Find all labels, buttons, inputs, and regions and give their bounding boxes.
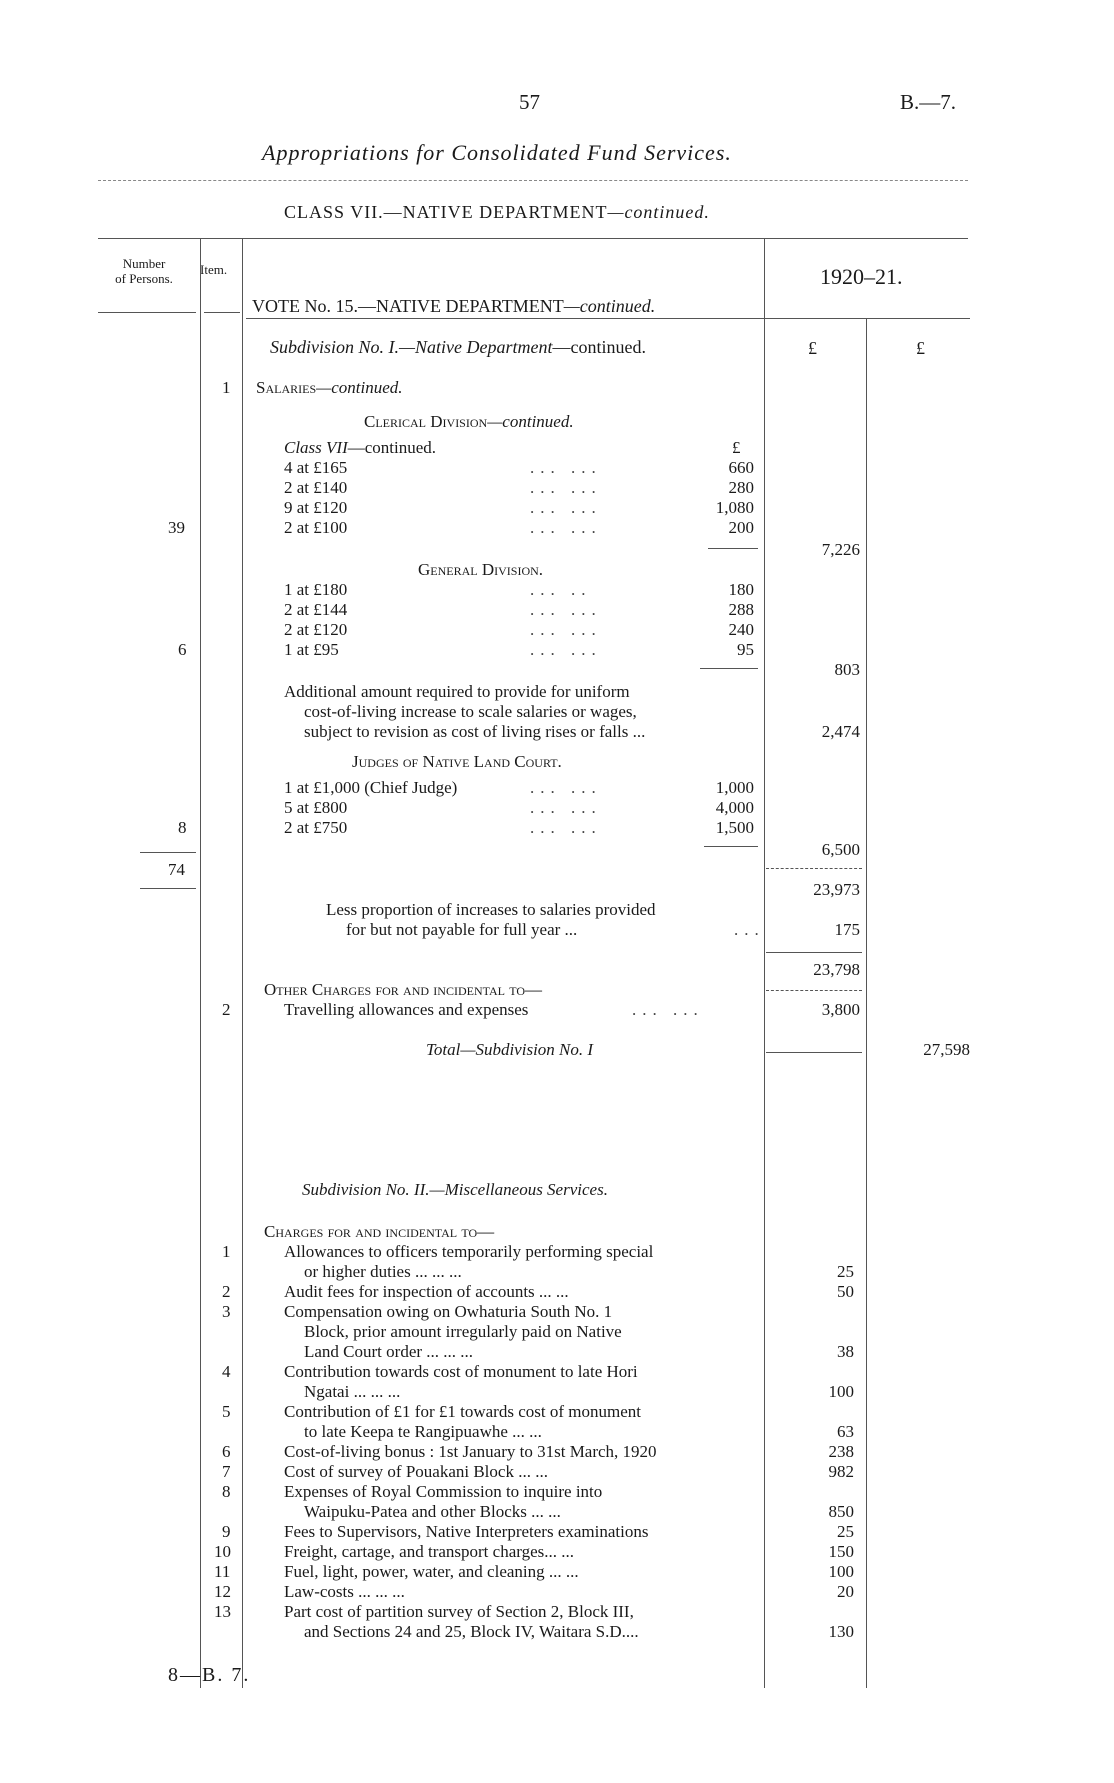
pound-sign-col1: £ [808,338,817,358]
pound-col-inner: £ [732,438,741,457]
misc-item-value: 63 [837,1422,854,1441]
general-row-value: 240 [728,620,754,639]
vote-heading [252,296,655,317]
persons-8: 8 [178,818,187,837]
travelling-label: Travelling allowances and expenses [284,1000,529,1019]
misc-item-line: Fees to Supervisors, Native Interpreters examinations [284,1522,649,1541]
year-header: 1920–21. [820,264,903,289]
subtotal-rule [766,868,862,869]
misc-item-line: Contribution towards cost of monument to late Hori [284,1362,638,1381]
general-row-dots: ... ... [530,620,602,639]
misc-item-number: 1 [222,1242,231,1261]
general-row-value: 95 [737,640,754,659]
table-top-rule [98,238,968,239]
misc-item-line: Expenses of Royal Commission to inquire into [284,1482,603,1501]
general-row-dots: ... .. [530,580,592,599]
general-row-label: 1 at £95 [284,640,339,659]
misc-item-line: Contribution of £1 for £1 towards cost of monument [284,1402,641,1421]
vote-cont: —continued. [563,296,656,316]
charges-heading: Charges for and incidental to— [264,1222,495,1241]
subtotal: 23,973 [813,880,860,899]
net-rule [766,952,862,953]
class-heading [284,202,710,223]
misc-item-line: to late Keepa te Rangipuawhe ... ... [304,1422,542,1441]
judges-row-label: 1 at £1,000 (Chief Judge) [284,778,458,797]
misc-item-line: or higher duties ... ... ... [304,1262,462,1281]
misc-item-number: 9 [222,1522,231,1541]
judges-row-dots: ... ... [530,818,602,837]
misc-item-value: 982 [828,1462,854,1481]
clerical-row-label: 9 at £120 [284,498,348,517]
clerical-row-value: 200 [728,518,754,537]
misc-item-value: 100 [828,1382,854,1401]
class-heading-cont: —continued. [607,202,710,222]
misc-item-number: 12 [214,1582,231,1601]
misc-item-number: 4 [222,1362,231,1381]
class7-heading [284,438,436,458]
page-number: 57 [519,90,540,114]
general-row-dots: ... ... [530,600,602,619]
misc-item-value: 20 [837,1582,854,1601]
misc-item-number: 6 [222,1442,231,1461]
header-rule-left [98,312,196,313]
misc-item-value: 50 [837,1282,854,1301]
misc-item-line: Ngatai ... ... ... [304,1382,401,1401]
clerical-text: Clerical Division [364,412,488,431]
misc-item-line: Land Court order ... ... ... [304,1342,474,1361]
other-charges-heading: Other Charges for and incidental to— [264,980,543,999]
class7-cont: —continued. [347,438,437,457]
judges-row-value: 1,000 [715,778,754,797]
less-line-2: for but not payable for full year ... [346,920,578,939]
clerical-row-value: 1,080 [715,498,754,517]
subdivision-1-title [270,337,646,358]
additional-line-2: cost-of-living increase to scale salaries or wages, [304,702,637,721]
vote-text: VOTE No. 15.—NATIVE DEPARTMENT [252,296,564,316]
misc-item-line: Cost-of-living bonus : 1st January to 31st March, 1920 [284,1442,657,1461]
less-line-1: Less proportion of increases to salaries provided [326,900,656,919]
salaries-cont: —continued. [316,378,403,397]
subdivision-1-total: 27,598 [923,1040,970,1059]
general-row-label: 1 at £180 [284,580,348,599]
misc-item-line: Audit fees for inspection of accounts ... ... [284,1282,569,1301]
clerical-row-value: 280 [728,478,754,497]
header-rule-vote [246,318,970,319]
class7-text: Class VII [284,438,348,457]
judges-heading: Judges of Native Land Court. [352,752,562,771]
judges-total: 6,500 [821,840,860,859]
general-sum-rule [700,668,758,669]
clerical-row-dots: ... ... [530,478,602,497]
clerical-row-label: 4 at £165 [284,458,348,477]
sub1-title-text: Subdivision No. I.—Native Department [270,337,553,357]
persons-6: 6 [178,640,187,659]
salaries-heading [256,378,403,398]
misc-item-number: 8 [222,1482,231,1501]
misc-item-number: 11 [214,1562,231,1581]
general-row-label: 2 at £144 [284,600,348,619]
additional-total: 2,474 [821,722,860,741]
rule-persons [200,238,201,1688]
misc-item-line: Compensation owing on Owhaturia South No. 1 [284,1302,613,1321]
persons-sum-rule [140,852,196,853]
subdivision-2-title: Subdivision No. II.—Miscellaneous Services. [302,1180,608,1199]
additional-line-3: subject to revision as cost of living rises or falls ... [304,722,646,741]
judges-row-label: 5 at £800 [284,798,348,817]
misc-item-value: 25 [837,1262,854,1281]
judges-row-label: 2 at £750 [284,818,348,837]
clerical-row-dots: ... ... [530,498,602,517]
page-title: Appropriations for Consolidated Fund Services. [262,140,732,165]
persons-total: 74 [168,860,185,879]
less-dots: ... [734,920,765,939]
clerical-row-dots: ... ... [530,458,602,477]
additional-line-1: Additional amount required to provide for uniform [284,682,630,701]
header-rule-item [204,312,240,313]
pound-sign-col2: £ [916,338,925,358]
misc-item-number: 13 [214,1602,231,1621]
judges-row-dots: ... ... [530,778,602,797]
judges-row-value: 4,000 [715,798,754,817]
misc-item-value: 130 [828,1622,854,1641]
clerical-heading [364,412,574,432]
general-row-value: 180 [728,580,754,599]
item-1: 1 [222,378,231,397]
title-rule [98,180,968,181]
subdivision-1-total-label: Total—Subdivision No. I [426,1040,594,1059]
misc-item-number: 3 [222,1302,231,1321]
item-2: 2 [222,1000,231,1019]
misc-item-value: 38 [837,1342,854,1361]
misc-item-number: 7 [222,1462,231,1481]
general-heading: General Division. [418,560,544,579]
misc-item-value: 850 [828,1502,854,1521]
travelling-dots: ... ... [632,1000,704,1019]
sub1-title-cont: —continued. [552,337,646,357]
travelling-value: 3,800 [821,1000,860,1019]
clerical-row-label: 2 at £140 [284,478,348,497]
misc-item-line: Freight, cartage, and transport charges... ... [284,1542,575,1561]
persons-bottom-rule [140,888,196,889]
clerical-total: 7,226 [821,540,860,559]
misc-item-number: 2 [222,1282,231,1301]
misc-item-line: Cost of survey of Pouakani Block ... ... [284,1462,548,1481]
misc-item-number: 10 [214,1542,231,1561]
misc-item-number: 5 [222,1402,231,1421]
class-heading-text: CLASS VII.—NATIVE DEPARTMENT [284,202,608,222]
clerical-row-label: 2 at £100 [284,518,348,537]
clerical-cont: —continued. [487,412,574,431]
rule-amount1 [764,238,765,1688]
rule-item [242,238,243,1688]
misc-item-value: 25 [837,1522,854,1541]
document-ref: B.—7. [900,90,957,114]
judges-sum-rule [704,846,758,847]
clerical-row-dots: ... ... [530,518,602,537]
general-row-value: 288 [728,600,754,619]
general-row-label: 2 at £120 [284,620,348,639]
misc-item-value: 100 [828,1562,854,1581]
misc-item-line: Block, prior amount irregularly paid on Native [304,1322,622,1341]
net-total: 23,798 [813,960,860,979]
general-row-dots: ... ... [530,640,602,659]
rule-amount2 [866,318,867,1688]
misc-item-line: Allowances to officers temporarily performing special [284,1242,654,1261]
misc-item-value: 150 [828,1542,854,1561]
misc-item-line: Waipuku-Patea and other Blocks ... ... [304,1502,561,1521]
misc-item-line: and Sections 24 and 25, Block IV, Waitara S.D.... [304,1622,639,1641]
item-header: Item. [200,262,228,277]
number-of-persons-header: Number of Persons. [115,256,173,286]
salaries-text: Salaries [256,378,317,397]
clerical-sum-rule [708,548,758,549]
judges-row-value: 1,500 [715,818,754,837]
misc-item-line: Law-costs ... ... ... [284,1582,405,1601]
total-rule [766,1052,862,1053]
clerical-row-value: 660 [728,458,754,477]
less-value: 175 [834,920,860,939]
footer-signature: 8—B. 7. [168,1664,251,1686]
persons-39: 39 [168,518,185,537]
misc-item-line: Fuel, light, power, water, and cleaning ... ... [284,1562,579,1581]
judges-row-dots: ... ... [530,798,602,817]
general-total: 803 [834,660,860,679]
misc-item-line: Part cost of partition survey of Section 2, Block III, [284,1602,634,1621]
other-charges-rule [766,990,862,991]
misc-item-value: 238 [828,1442,854,1461]
